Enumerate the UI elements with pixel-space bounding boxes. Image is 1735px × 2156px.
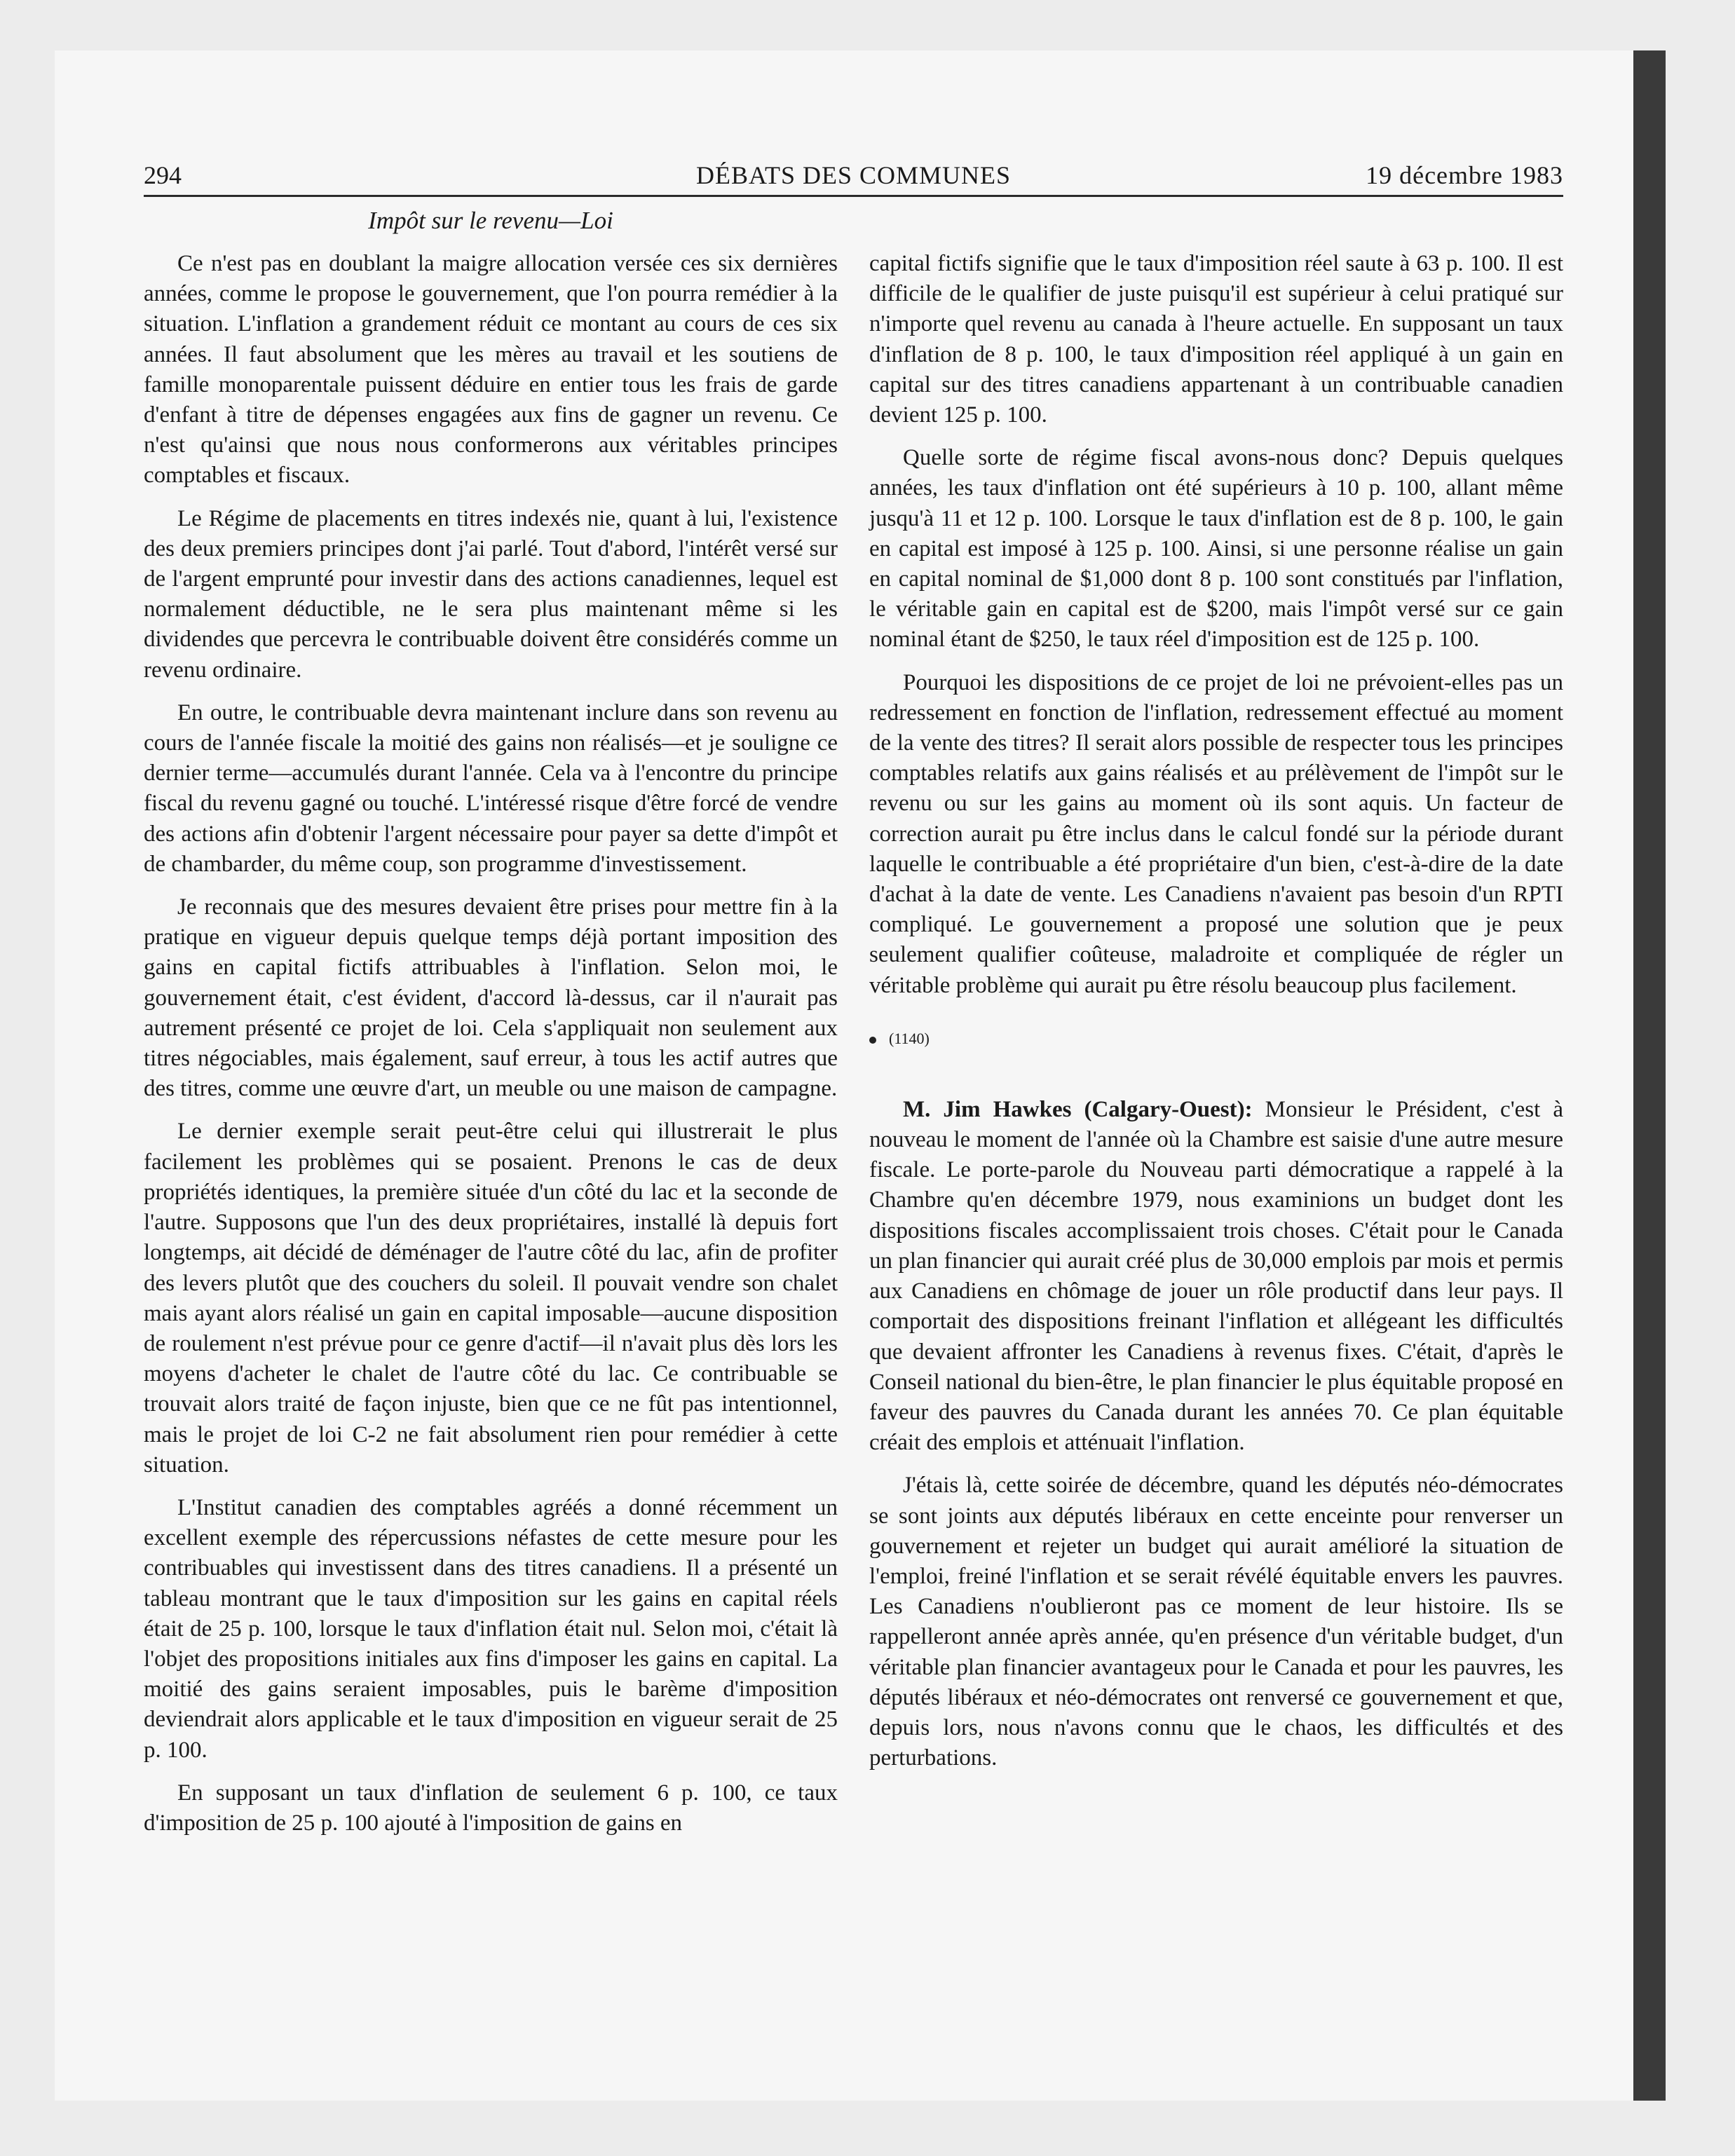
time-marker-label: (1140) [889, 1029, 930, 1047]
paragraph: Ce n'est pas en doublant la maigre allocation versée ces six dernières années, comme le propose le gouvernement, que l'on pourra remédier à la situation. L'inflation a grandement réduit ce montant au cours de ces six années. Il faut absolument que les mères au travail et les soutiens de famille monoparentale puissent déduire en entier tous les frais de garde d'enfant à titre de dépenses engagées aux fins de gagner un revenu. Ce n'est qu'ainsi que nous nous conformerons aux véritables principes comptables et fiscaux. [144, 251, 838, 489]
paragraph: En outre, le contribuable devra maintenant inclure dans son revenu au cours de l'année fiscale la moitié des gains non réalisés—et je souligne ce dernier terme—accumulés durant l'année. Cela va à l'encontre du principe fiscal du revenu gagné ou touché. L'intéressé risque d'être forcé de vendre des actions afin d'obtenir l'argent nécessaire pour payer sa dette d'impôt et de chambarder, du même coup, son programme d'investissement. [144, 700, 838, 877]
paragraph: capital fictifs signifie que le taux d'imposition réel saute à 63 p. 100. Il est difficile de le qualifier de juste puisqu'il est supérieur à celui pratiqué sur n'importe quel revenu au canada à l'heure actuelle. En supposant un taux d'inflation de 8 p. 100, le taux d'imposition réel appliqué à un gain en capital sur des titres canadiens appartenant à un contribuable canadien devient 125 p. 100. [869, 251, 1563, 428]
right-column [869, 249, 1563, 1786]
paragraph: L'Institut canadien des comptables agréés a donné récemment un excellent exemple des répercussions néfastes de cette mesure pour les contribuables qui investissent dans des titres canadiens. Il a présenté un tableau montrant que le taux d'imposition sur les gains en capital réels était de 25 p. 100, lorsque le taux d'inflation était nul. Selon moi, c'était là l'objet des propositions initiales aux fins d'imposer les gains en capital. La moitié des gains seraient imposables, puis le barème d'imposition deviendrait alors applicable et le taux d'imposition en vigueur serait de 25 p. 100. [144, 1494, 838, 1763]
scan-edge-shadow [1633, 50, 1666, 2101]
paragraph: Pourquoi les dispositions de ce projet de loi ne prévoient-elles pas un redressement en fonction de l'inflation, redressement effectué au moment de la vente des titres? Il serait alors possible de respecter tous les principes comptables relatifs aux gains réalisés et au prélèvement de l'impôt sur le revenu ou sur les gains au moment où ils sont aquis. Un facteur de correction aurait pu être inclus dans le calcul fondé sur la période durant laquelle le contribuable a été propriétaire d'un bien, c'est-à-dire de la date d'achat à la date de vente. Les Canadiens n'avaient pas besoin d'un RPTI compliqué. Le gouvernement a proposé une solution que je peux seulement qualifier coûteuse, maladroite et compliquée de régler un véritable problème qui aurait pu être résolu beaucoup plus facilement. [869, 669, 1563, 998]
time-marker [869, 1025, 1563, 1053]
publication-title: DÉBATS DES COMMUNES [695, 161, 1012, 189]
paragraph: Le Régime de placements en titres indexés nie, quant à lui, l'existence des deux premiers principes dont j'ai parlé. Tout d'abord, l'intérêt versé sur de l'argent emprunté pour investir dans des actions canadiennes, lequel est normalement déductible, ne le sera plus maintenant même si les dividendes que percevra le contribuable doivent être considérés comme un revenu ordinaire. [144, 505, 838, 683]
paragraph: Quelle sorte de régime fiscal avons-nous donc? Depuis quelques années, les taux d'inflation ont été supérieurs à 10 p. 100, allant même jusqu'à 11 et 12 p. 100. Lorsque le taux d'inflation est de 8 p. 100, le gain en capital est imposé à 125 p. 100. Ainsi, si une personne réalise un gain en capital nominal de $1,000 dont 8 p. 100 sont constitués par l'inflation, le véritable gain en capital est de $200, mais l'impôt versé sur ce gain nominal étant de $250, le taux réel d'imposition est de 125 p. 100. [869, 445, 1563, 653]
bullet-icon [869, 1037, 876, 1044]
speech-text: Monsieur le Président, c'est à nouveau le moment de l'année où la Chambre est saisie d'une autre mesure fiscale. Le porte-parole du Nouveau parti démocratique a rappelé à la Chambre qu'en décembre 1979, nous examinions un budget dont les dispositions fiscales accomplissaient trois choses. C'était pour le Canada un plan financier qui aurait créé plus de 30,000 emplois par mois et permis aux Canadiens en chômage de jouer un rôle productif dans leur pays. Il comportait des dispositions freinant l'inflation et allégeant les difficultés que devaient affronter les Canadiens à revenus fixes. C'était, d'après le Conseil national du bien-être, le plan financier le plus équitable proposé en faveur des pauvres du Canada durant les années 70. Ce plan équitable créait des emplois et atténuait l'inflation. [869, 1096, 1563, 1456]
running-header [144, 156, 1563, 195]
paragraph: Le dernier exemple serait peut-être celui qui illustrerait le plus facilement les problèmes qui se posaient. Prenons le cas de deux propriétés identiques, la première située d'un côté du lac et la seconde de l'autre. Supposons que l'un des deux propriétaires, installé là depuis fort longtemps, ait décidé de déménager de l'autre côté du lac, afin de profiter des levers plutôt que des couchers du soleil. Il pouvait vendre son chalet mais ayant alors réalisé un gain en capital imposable—aucune disposition de roulement n'est prévue pour ce genre d'actif—il n'avait plus dès lors les moyens d'acheter le chalet de l'autre côté du lac. Ce contribuable se trouvait alors traité de façon injuste, bien que ce ne fût pas intentionnel, mais le projet de loi C-2 ne fait absolument rien pour remédier à cette situation. [144, 1119, 838, 1478]
section-subtitle: Impôt sur le revenu—Loi [368, 207, 613, 234]
left-column [144, 249, 838, 1851]
page-number: 294 [144, 161, 182, 189]
paragraph: J'étais là, cette soirée de décembre, quand les députés néo-démocrates se sont joints aux députés libéraux en cette enceinte pour renverser un gouvernement et rejeter un budget qui aurait amélioré la situation de l'emploi, freiné l'inflation et se serait révélé équitable envers les pauvres. Les Canadiens n'oublieront pas ce moment de leur histoire. Ils se rappelleront année après année, qu'en présence d'un véritable budget, d'un véritable plan financier avantageux pour le Canada et pour les pauvres, les députés libéraux et néo-démocrates ont renversé ce gouvernement et que, depuis lors, nous n'avons connu que le chaos, les difficultés et des perturbations. [869, 1473, 1563, 1771]
paragraph: Je reconnais que des mesures devaient être prises pour mettre fin à la pratique en vigueur depuis quelque temps déjà portant imposition des gains en capital fictifs attribuables à l'inflation. Selon moi, le gouvernement était, c'est évident, d'accord là-dessus, car il n'aurait pas autrement présenté ce projet de loi. Cela s'appliquait non seulement aux titres négociables, mais également, sauf erreur, à tous les actif autres que des titres, comme une œuvre d'art, un meuble ou une maison de campagne. [144, 894, 838, 1102]
speaker-name: M. Jim Hawkes (Calgary-Ouest): [903, 1096, 1253, 1122]
speech-paragraph [869, 1095, 1563, 1458]
header-rule [144, 195, 1563, 197]
paragraph: En supposant un taux d'inflation de seulement 6 p. 100, ce taux d'imposition de 25 p. 100 ajouté à l'imposition de gains en [144, 1780, 838, 1836]
header-date: 19 décembre 1983 [1366, 161, 1563, 189]
